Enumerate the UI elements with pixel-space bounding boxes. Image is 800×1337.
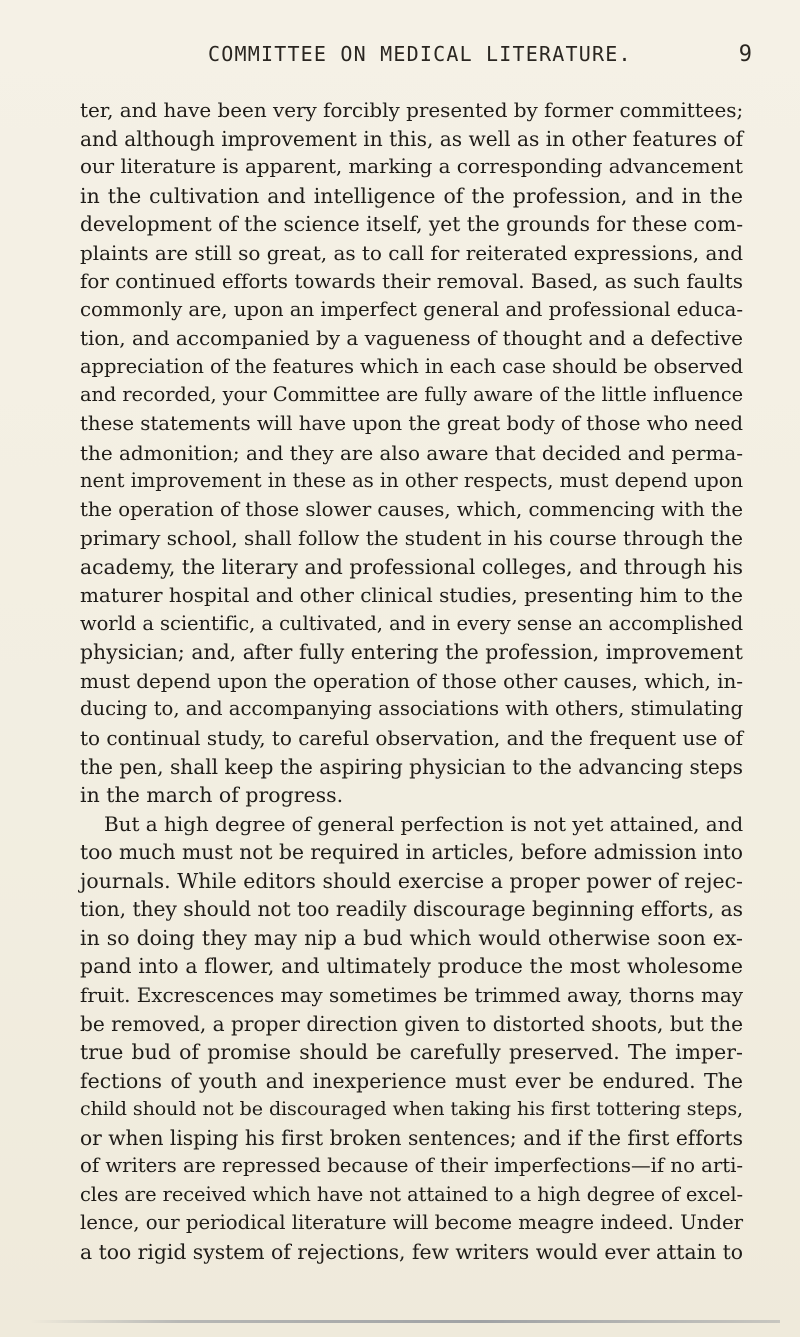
text-line: a too rigid system of rejections, few writers would ever attain to [80,1239,743,1264]
text-line: to continual study, to careful observation, and the frequent use of [80,726,743,751]
text-line: ter, and have been very forcibly presented by former committees; [80,98,744,122]
text-line: appreciation of the features which in each case should be observed [80,354,744,378]
text-line: fections of youth and inexperience must ever be endured. The [80,1068,743,1093]
text-line: and although improvement in this, as well as in other features of [80,126,744,151]
text-line: be removed, a proper direction given to distorted shoots, but the [80,1011,743,1036]
text-line: ducing to, and accompanying associations with others, stimulating [80,697,743,721]
text-line: these statements will have upon the great body of those who need [80,412,743,436]
text-line: journals. While editors should exercise a proper power of rejec- [80,868,743,893]
text-line: the pen, shall keep the aspiring physician to the advancing steps [80,754,743,779]
text-line: our literature is apparent, marking a corresponding advancement [80,155,743,179]
text-line: or when lisping his first broken sentences; and if the first efforts [80,1125,743,1150]
text-line: maturer hospital and other clinical studies, presenting him to the [80,583,743,608]
text-line: and recorded, your Committee are fully aware of the little influence [80,383,743,407]
page-number: 9 [738,42,752,67]
page-bottom-edge [30,1320,780,1323]
text-line: physician; and, after fully entering the profession, improvement [80,640,743,665]
text-line: true bud of promise should be carefully preserved. The imper- [80,1040,743,1065]
text-line: tion, they should not too readily discourage beginning efforts, as [80,897,743,922]
text-line: commonly are, upon an imperfect general and professional educa- [80,297,743,321]
running-head: COMMITTEE ON MEDICAL LITERATURE. [208,42,632,66]
text-line: tion, and accompanied by a vagueness of thought and a defective [80,326,743,351]
paragraph-2 [80,810,743,1267]
text-line: the operation of those slower causes, which, commencing with the [80,497,743,521]
text-line: But a high degree of general perfection is not yet attained, and [104,811,744,836]
paragraph-1 [80,96,743,810]
text-line: primary school, shall follow the student in his course through the [80,526,743,551]
text-line: in the cultivation and intelligence of the profession, and in the [80,183,743,208]
text-line: cles are received which have not attained to a high degree of excel- [80,1182,743,1206]
text-line: must depend upon the operation of those other causes, which, in- [80,668,743,693]
text-line: nent improvement in these as in other respects, must depend upon [80,469,743,493]
text-line: child should not be discouraged when taking his first tottering steps, [80,1098,743,1121]
text-line: academy, the literary and professional colleges, and through his [80,554,743,579]
text-line: world a scientific, a cultivated, and in every sense an accomplished [80,611,743,635]
page-header [78,42,752,82]
text-line: of writers are repressed because of their imperfections—if no arti- [80,1154,743,1178]
text-line: development of the science itself, yet the grounds for these com- [80,212,743,237]
text-line: in so doing they may nip a bud which would otherwise soon ex- [80,925,743,950]
text-line: in the march of progress. [80,783,344,808]
text-line: the admonition; and they are also aware that decided and perma- [80,440,743,465]
text-line: plaints are still so great, as to call for reiterated expressions, and [80,240,743,265]
text-line: too much must not be required in articles, before admission into [80,840,743,865]
text-line: for continued efforts towards their removal. Based, as such faults [80,269,743,294]
text-line: fruit. Excrescences may sometimes be trimmed away, thorns may [80,982,743,1007]
text-line: pand into a flower, and ultimately produce the most wholesome [80,954,743,979]
text-line: lence, our periodical literature will become meagre indeed. Under [80,1211,743,1235]
body-text [80,96,743,1266]
